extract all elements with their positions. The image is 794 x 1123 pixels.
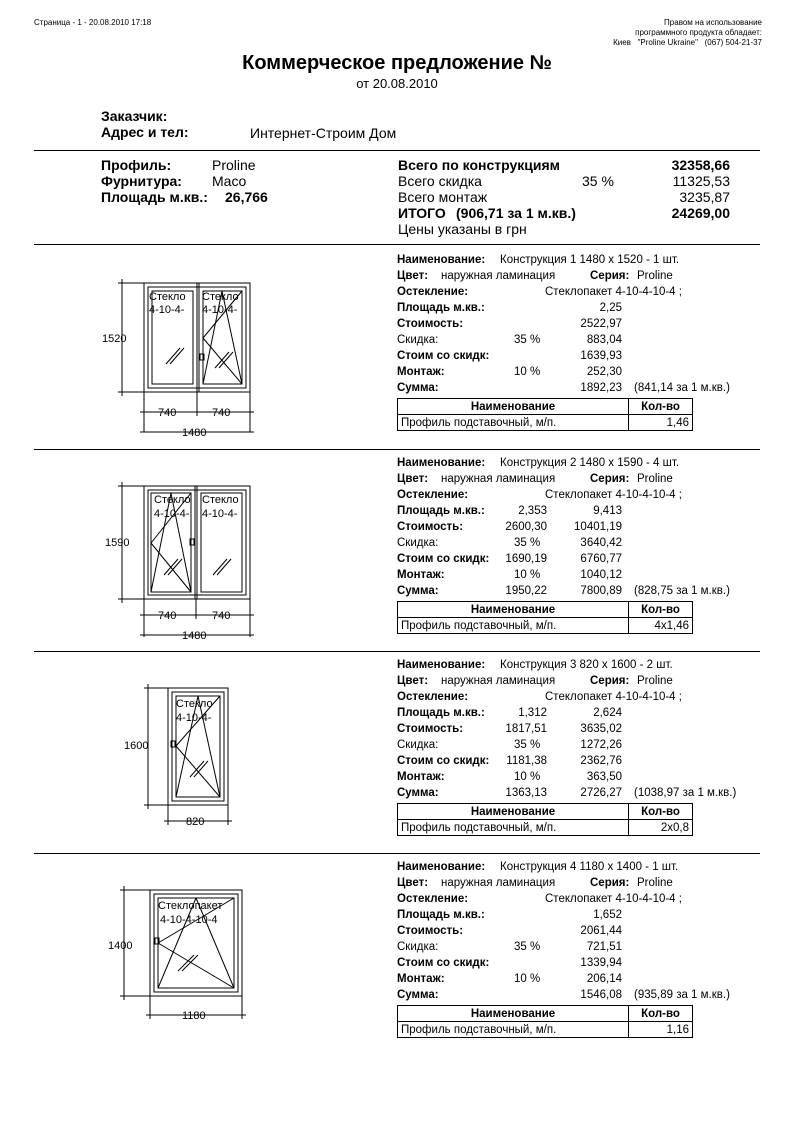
- construction-3-drawing: [120, 681, 250, 851]
- glass-label: 4-10-4-: [154, 508, 190, 520]
- glass-label: 4-10-4-: [149, 304, 185, 316]
- items-table: [397, 1005, 693, 1038]
- sum-unit: 1950,22: [505, 585, 547, 597]
- series-value: Proline: [637, 473, 673, 485]
- discount-pct: 35 %: [514, 537, 541, 549]
- hardware-value: Maco: [212, 173, 247, 189]
- table-header-name: Наименование: [398, 399, 629, 415]
- install-label: Монтаж:: [397, 771, 445, 783]
- glazing-label: Остекление:: [397, 691, 469, 703]
- divider: [34, 651, 760, 652]
- discount-pct: 35 %: [514, 739, 541, 751]
- cost-disc-label: Стоим со скидк:: [397, 755, 490, 767]
- dim-width-1: 740: [158, 610, 177, 622]
- dim-total: 820: [186, 816, 205, 828]
- color-label: Цвет:: [397, 473, 429, 485]
- rights-holder: [613, 18, 762, 48]
- table-header-qty: Кол-во: [629, 804, 693, 820]
- series-label: Серия:: [590, 270, 630, 282]
- item-qty: 2x0,8: [629, 820, 693, 836]
- color-value: наружная ламинация: [441, 675, 556, 687]
- cost-disc-total: 1639,93: [580, 350, 622, 362]
- sum-total: 2726,27: [580, 787, 622, 799]
- discount-total: 3640,42: [580, 537, 622, 549]
- glass-label: Стекло: [202, 291, 239, 303]
- glazing-value: Стеклопакет 4-10-4-10-4 ;: [545, 489, 682, 501]
- dim-height: 1400: [108, 940, 133, 952]
- cost-disc-total: 6760,77: [580, 553, 622, 565]
- area-label: Площадь м.кв.:: [397, 707, 485, 719]
- cost-disc-label: Стоим со скидк:: [397, 350, 490, 362]
- summary-grand-per-m2: (906,71 за 1 м.кв.): [456, 205, 576, 221]
- color-value: наружная ламинация: [441, 473, 556, 485]
- construction-name: Конструкция 4 1180 x 1400 - 1 шт.: [500, 861, 679, 873]
- sum-total: 1892,23: [580, 382, 622, 394]
- construction-name: Конструкция 1 1480 x 1520 - 1 шт.: [500, 254, 680, 266]
- cost-unit: 1817,51: [505, 723, 547, 735]
- items-table: [397, 803, 693, 836]
- summary-grand-value: 24269,00: [671, 205, 730, 221]
- sum-label: Сумма:: [397, 382, 439, 394]
- cost-total: 3635,02: [580, 723, 622, 735]
- table-header-name: Наименование: [398, 804, 629, 820]
- color-label: Цвет:: [397, 270, 429, 282]
- table-row: [398, 1022, 693, 1038]
- customer-label: Заказчик:: [101, 108, 168, 124]
- item-qty: 1,46: [629, 415, 693, 431]
- discount-pct: 35 %: [514, 941, 541, 953]
- dim-width-2: 740: [212, 610, 231, 622]
- discount-label: Скидка:: [397, 537, 439, 549]
- install-label: Монтаж:: [397, 973, 445, 985]
- table-header-name: Наименование: [398, 602, 629, 618]
- profile-value: Proline: [212, 157, 256, 173]
- sum-per-m2: (1038,97 за 1 м.кв.): [634, 787, 737, 799]
- color-label: Цвет:: [397, 675, 429, 687]
- summary-total-label: Всего по конструкциям: [398, 157, 561, 173]
- color-value: наружная ламинация: [441, 877, 556, 889]
- install-label: Монтаж:: [397, 366, 445, 378]
- cost-label: Стоимость:: [397, 925, 464, 937]
- cost-total: 2061,44: [580, 925, 622, 937]
- summary-install-label: Всего монтаж: [398, 189, 488, 205]
- install-label: Монтаж:: [397, 569, 445, 581]
- table-row: [398, 415, 693, 431]
- glass-label: 4-10-4-10-4: [160, 914, 218, 926]
- address-label: Адрес и тел:: [101, 124, 189, 140]
- rights-line: Правом на использование: [664, 18, 762, 27]
- glazing-label: Остекление:: [397, 893, 469, 905]
- glass-label: 4-10-4-: [202, 508, 238, 520]
- cost-disc-label: Стоим со скидк:: [397, 957, 490, 969]
- discount-total: 721,51: [586, 941, 622, 953]
- item-name: Профиль подставочный, м/п.: [398, 415, 629, 431]
- table-header-qty: Кол-во: [629, 602, 693, 618]
- glass-label: 4-10-4-: [176, 712, 212, 724]
- glass-label: Стеклопакет: [158, 900, 223, 912]
- construction-2-drawing: [100, 479, 270, 649]
- summary-discount-label: Всего скидка: [398, 173, 482, 189]
- dim-total: 1180: [182, 1010, 206, 1022]
- dim-width-1: 740: [158, 407, 177, 419]
- dim-width-2: 740: [212, 407, 231, 419]
- divider: [34, 449, 760, 450]
- discount-total: 1272,26: [580, 739, 622, 751]
- name-label: Наименование:: [397, 861, 486, 873]
- item-name: Профиль подставочный, м/п.: [398, 1022, 629, 1038]
- document-date: от 20.08.2010: [356, 76, 438, 91]
- glass-label: Стекло: [149, 291, 186, 303]
- glass-label: 4-10-4-: [202, 304, 238, 316]
- area-total: 1,652: [593, 909, 622, 921]
- items-table: [397, 398, 693, 431]
- divider: [34, 150, 760, 151]
- summary-install-value: 3235,87: [679, 189, 730, 205]
- name-label: Наименование:: [397, 659, 486, 671]
- cost-disc-unit: 1690,19: [505, 553, 547, 565]
- area-unit: 2,353: [518, 505, 547, 517]
- cost-disc-total: 2362,76: [580, 755, 622, 767]
- summary-discount-pct: 35 %: [582, 173, 614, 189]
- cost-unit: 2600,30: [505, 521, 547, 533]
- color-value: наружная ламинация: [441, 270, 556, 282]
- table-header-qty: Кол-во: [629, 1006, 693, 1022]
- sum-total: 7800,89: [580, 585, 622, 597]
- series-label: Серия:: [590, 473, 630, 485]
- cost-total: 2522,97: [580, 318, 622, 330]
- sum-per-m2: (935,89 за 1 м.кв.): [634, 989, 730, 1001]
- area-unit: 1,312: [518, 707, 547, 719]
- table-row: [398, 820, 693, 836]
- area-label: Площадь м.кв.:: [397, 302, 485, 314]
- summary-total-value: 32358,66: [671, 157, 730, 173]
- dim-total: 1480: [182, 630, 207, 642]
- table-header-name: Наименование: [398, 1006, 629, 1022]
- series-value: Proline: [637, 675, 673, 687]
- currency-note-row: [398, 221, 730, 237]
- glazing-value: Стеклопакет 4-10-4-10-4 ;: [545, 893, 682, 905]
- summary-discount-value: 11325,53: [672, 173, 730, 189]
- discount-label: Скидка:: [397, 941, 439, 953]
- table-header-qty: Кол-во: [629, 399, 693, 415]
- sum-per-m2: (841,14 за 1 м.кв.): [634, 382, 730, 394]
- color-label: Цвет:: [397, 877, 429, 889]
- cost-label: Стоимость:: [397, 723, 464, 735]
- install-total: 206,14: [586, 973, 622, 985]
- sum-unit: 1363,13: [505, 787, 547, 799]
- address-value: Интернет-Строим Дом: [250, 125, 397, 141]
- discount-total: 883,04: [586, 334, 622, 346]
- glazing-value: Стеклопакет 4-10-4-10-4 ;: [545, 286, 682, 298]
- divider: [34, 244, 760, 245]
- glazing-label: Остекление:: [397, 286, 469, 298]
- cost-total: 10401,19: [574, 521, 622, 533]
- cost-label: Стоимость:: [397, 318, 464, 330]
- name-label: Наименование:: [397, 254, 486, 266]
- sum-label: Сумма:: [397, 989, 439, 1001]
- summary-discount-row: [398, 173, 730, 189]
- area-total: 2,624: [593, 707, 622, 719]
- page-info: Страница - 1 - 20.08.2010 17:18: [34, 18, 152, 27]
- install-total: 252,30: [586, 366, 622, 378]
- glass-label: Стекло: [202, 494, 239, 506]
- profile-label: Профиль:: [101, 157, 172, 173]
- document-title: Коммерческое предложение №: [242, 52, 552, 74]
- cost-disc-total: 1339,94: [580, 957, 622, 969]
- install-pct: 10 %: [514, 569, 541, 581]
- series-value: Proline: [637, 877, 673, 889]
- sum-per-m2: (828,75 за 1 м.кв.): [634, 585, 730, 597]
- dim-height: 1520: [102, 333, 127, 345]
- cost-disc-label: Стоим со скидк:: [397, 553, 490, 565]
- area-label: Площадь м.кв.:: [397, 909, 485, 921]
- series-value: Proline: [637, 270, 673, 282]
- item-name: Профиль подставочный, м/п.: [398, 820, 629, 836]
- divider: [34, 853, 760, 854]
- construction-name: Конструкция 2 1480 x 1590 - 4 шт.: [500, 457, 680, 469]
- summary-install-row: [398, 189, 730, 205]
- summary-total-row: [398, 157, 730, 173]
- dim-height: 1590: [105, 537, 130, 549]
- discount-label: Скидка:: [397, 334, 439, 346]
- hardware-label: Фурнитура:: [101, 173, 182, 189]
- discount-pct: 35 %: [514, 334, 541, 346]
- rights-line: программного продукта обладает:: [635, 28, 762, 37]
- item-qty: 1,16: [629, 1022, 693, 1038]
- glass-label: Стекло: [154, 494, 191, 506]
- table-row: [398, 618, 693, 634]
- sum-label: Сумма:: [397, 585, 439, 597]
- area-label: Площадь м.кв.:: [101, 189, 208, 205]
- discount-label: Скидка:: [397, 739, 439, 751]
- install-pct: 10 %: [514, 973, 541, 985]
- item-qty: 4x1,46: [629, 618, 693, 634]
- name-label: Наименование:: [397, 457, 486, 469]
- series-label: Серия:: [590, 877, 630, 889]
- area-total: 2,25: [599, 302, 622, 314]
- dim-total: 1480: [182, 427, 207, 439]
- install-pct: 10 %: [514, 771, 541, 783]
- area-value: 26,766: [225, 189, 268, 205]
- rights-line: Киев "Proline Ukraine" (067) 504-21-37: [613, 38, 762, 47]
- series-label: Серия:: [590, 675, 630, 687]
- dim-height: 1600: [124, 740, 149, 752]
- sum-total: 1546,08: [580, 989, 622, 1001]
- summary-grand-label: ИТОГО: [398, 205, 446, 221]
- summary-grand-row: [398, 205, 730, 221]
- install-pct: 10 %: [514, 366, 541, 378]
- area-label: Площадь м.кв.:: [397, 505, 485, 517]
- glazing-label: Остекление:: [397, 489, 469, 501]
- item-name: Профиль подставочный, м/п.: [398, 618, 629, 634]
- construction-1-drawing: [100, 276, 270, 446]
- currency-note: Цены указаны в грн: [398, 221, 527, 237]
- items-table: [397, 601, 693, 634]
- sum-label: Сумма:: [397, 787, 439, 799]
- install-total: 363,50: [586, 771, 622, 783]
- glazing-value: Стеклопакет 4-10-4-10-4 ;: [545, 691, 682, 703]
- area-total: 9,413: [593, 505, 622, 517]
- construction-4-drawing: [100, 883, 270, 1043]
- construction-name: Конструкция 3 820 x 1600 - 2 шт.: [500, 659, 673, 671]
- cost-label: Стоимость:: [397, 521, 464, 533]
- glass-label: Стекло: [176, 698, 213, 710]
- cost-disc-unit: 1181,38: [506, 755, 547, 767]
- install-total: 1040,12: [580, 569, 622, 581]
